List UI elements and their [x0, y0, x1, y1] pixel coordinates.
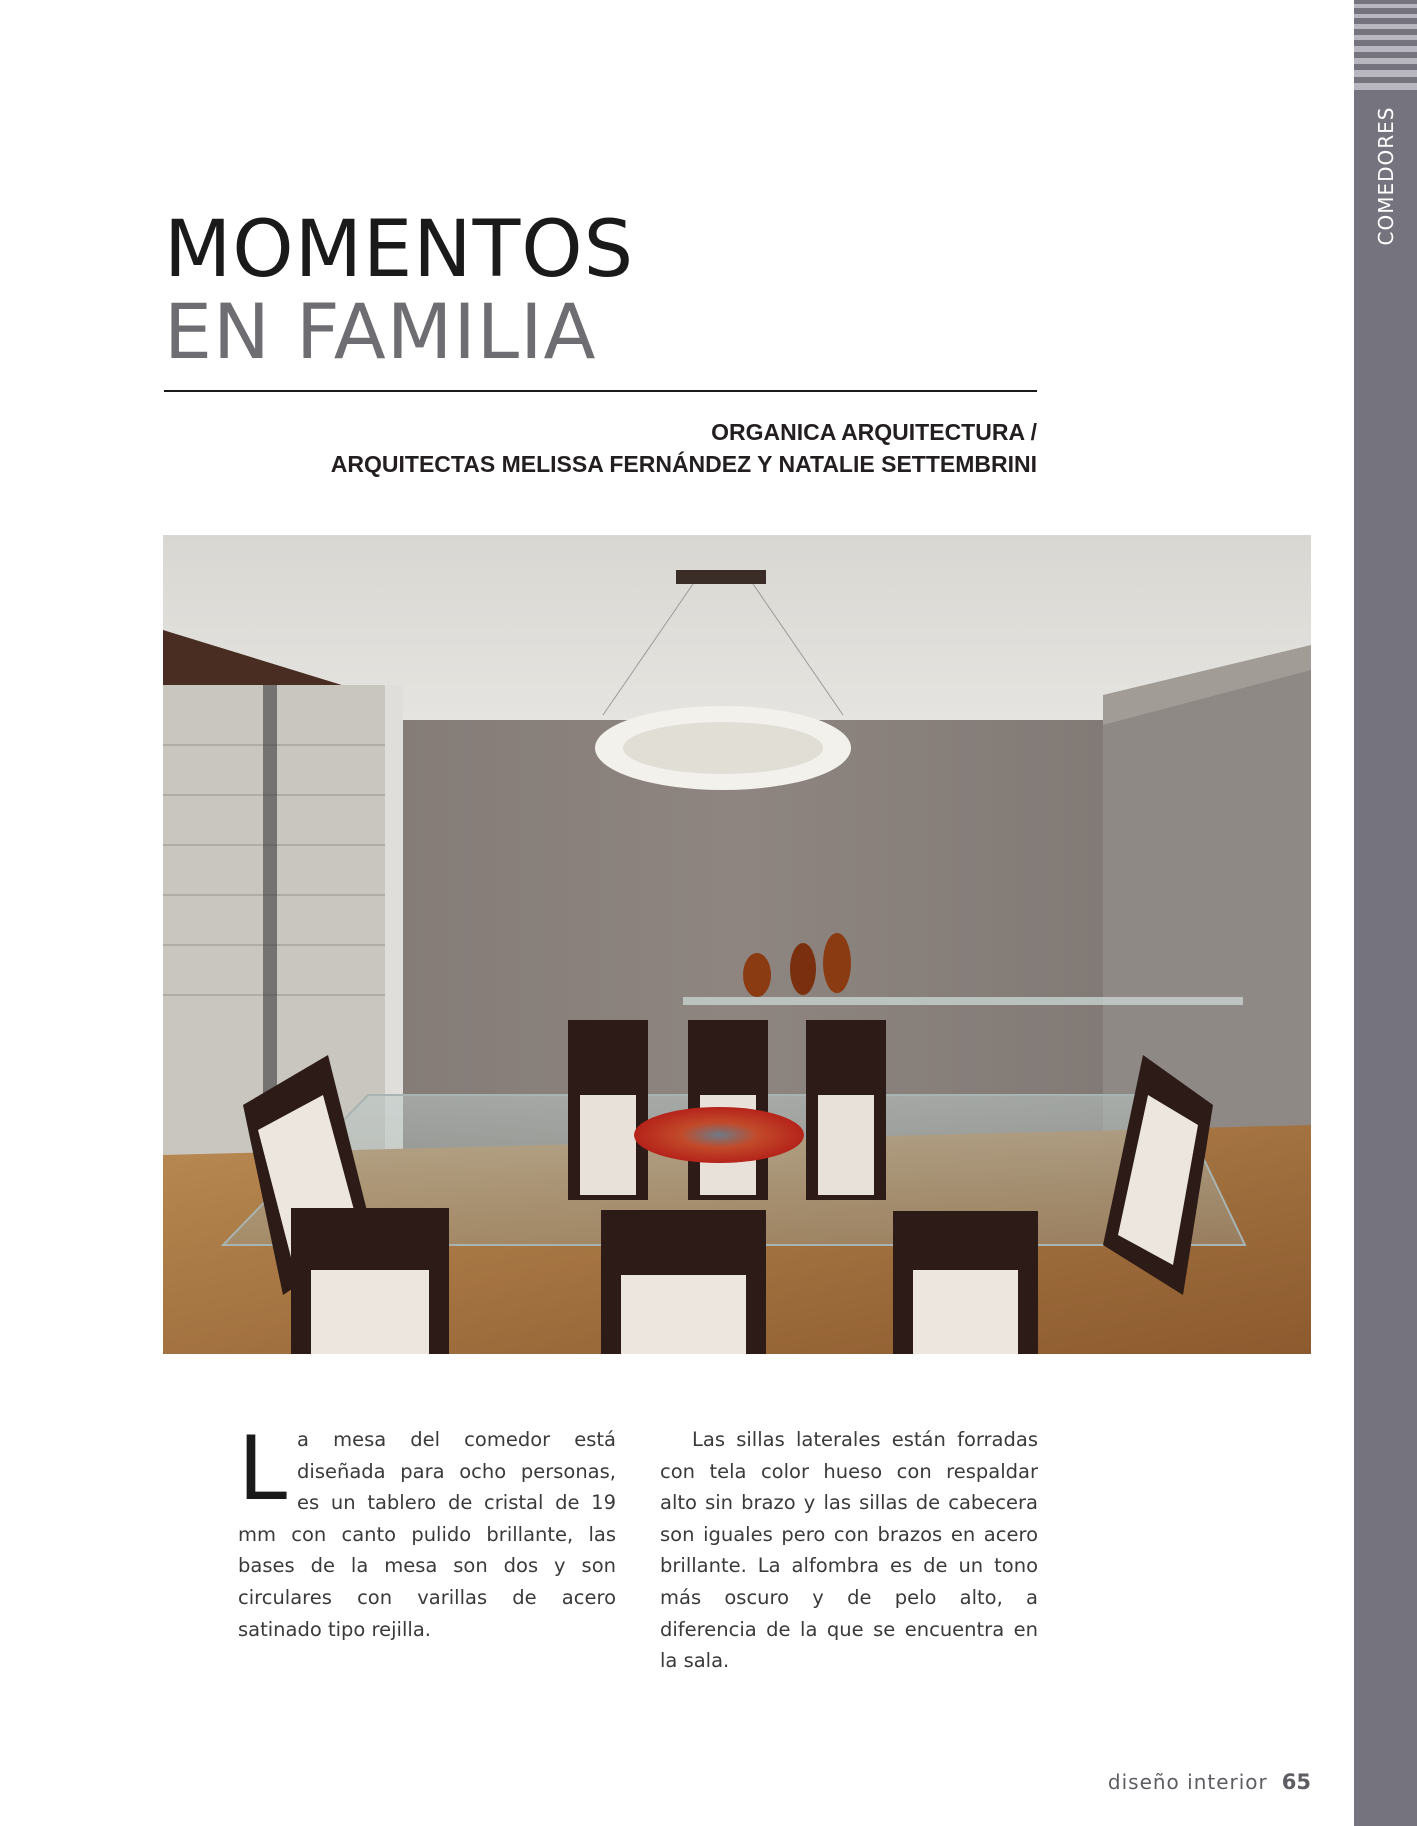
credits-line1: ORGANICA ARQUITECTURA /: [711, 419, 1037, 445]
section-label: COMEDORES: [1373, 106, 1398, 246]
section-sidebar: [1354, 0, 1417, 1826]
section-label-tab: [1354, 96, 1417, 256]
credits-line2: ARQUITECTAS MELISSA FERNÁNDEZ Y NATALIE SETTEMBRINI: [330, 451, 1037, 477]
body-column-1-text: a mesa del comedor está diseñada para ocho personas, es un tablero de cristal de 19 mm con canto pulido brillante, las bases de la mesa son dos y son circulares con varillas de acero satinado tipo rejilla.: [238, 1428, 616, 1641]
page-number: 65: [1281, 1770, 1311, 1794]
page-title-line2: EN FAMILIA: [164, 287, 597, 376]
credits: [331, 416, 1037, 480]
page-footer: [1108, 1770, 1311, 1794]
sidebar-stripes: [1354, 0, 1417, 92]
body-column-2: Las sillas laterales están forradas con tela color hueso con respaldar alto sin brazo y las sillas de cabecera son iguales pero con brazos en acero brillante. La alfombra es de un tono más oscuro y de pelo alto, a diferencia de la que se encuentra en la sala.: [660, 1428, 1038, 1673]
page-title-line1: MOMENTOS: [164, 205, 635, 295]
magazine-name: diseño interior: [1107, 1770, 1268, 1794]
dining-room-photo: [163, 535, 1311, 1354]
drop-cap: L: [238, 1417, 288, 1520]
title-divider: [164, 390, 1037, 392]
body-column-1: [238, 1417, 616, 1645]
